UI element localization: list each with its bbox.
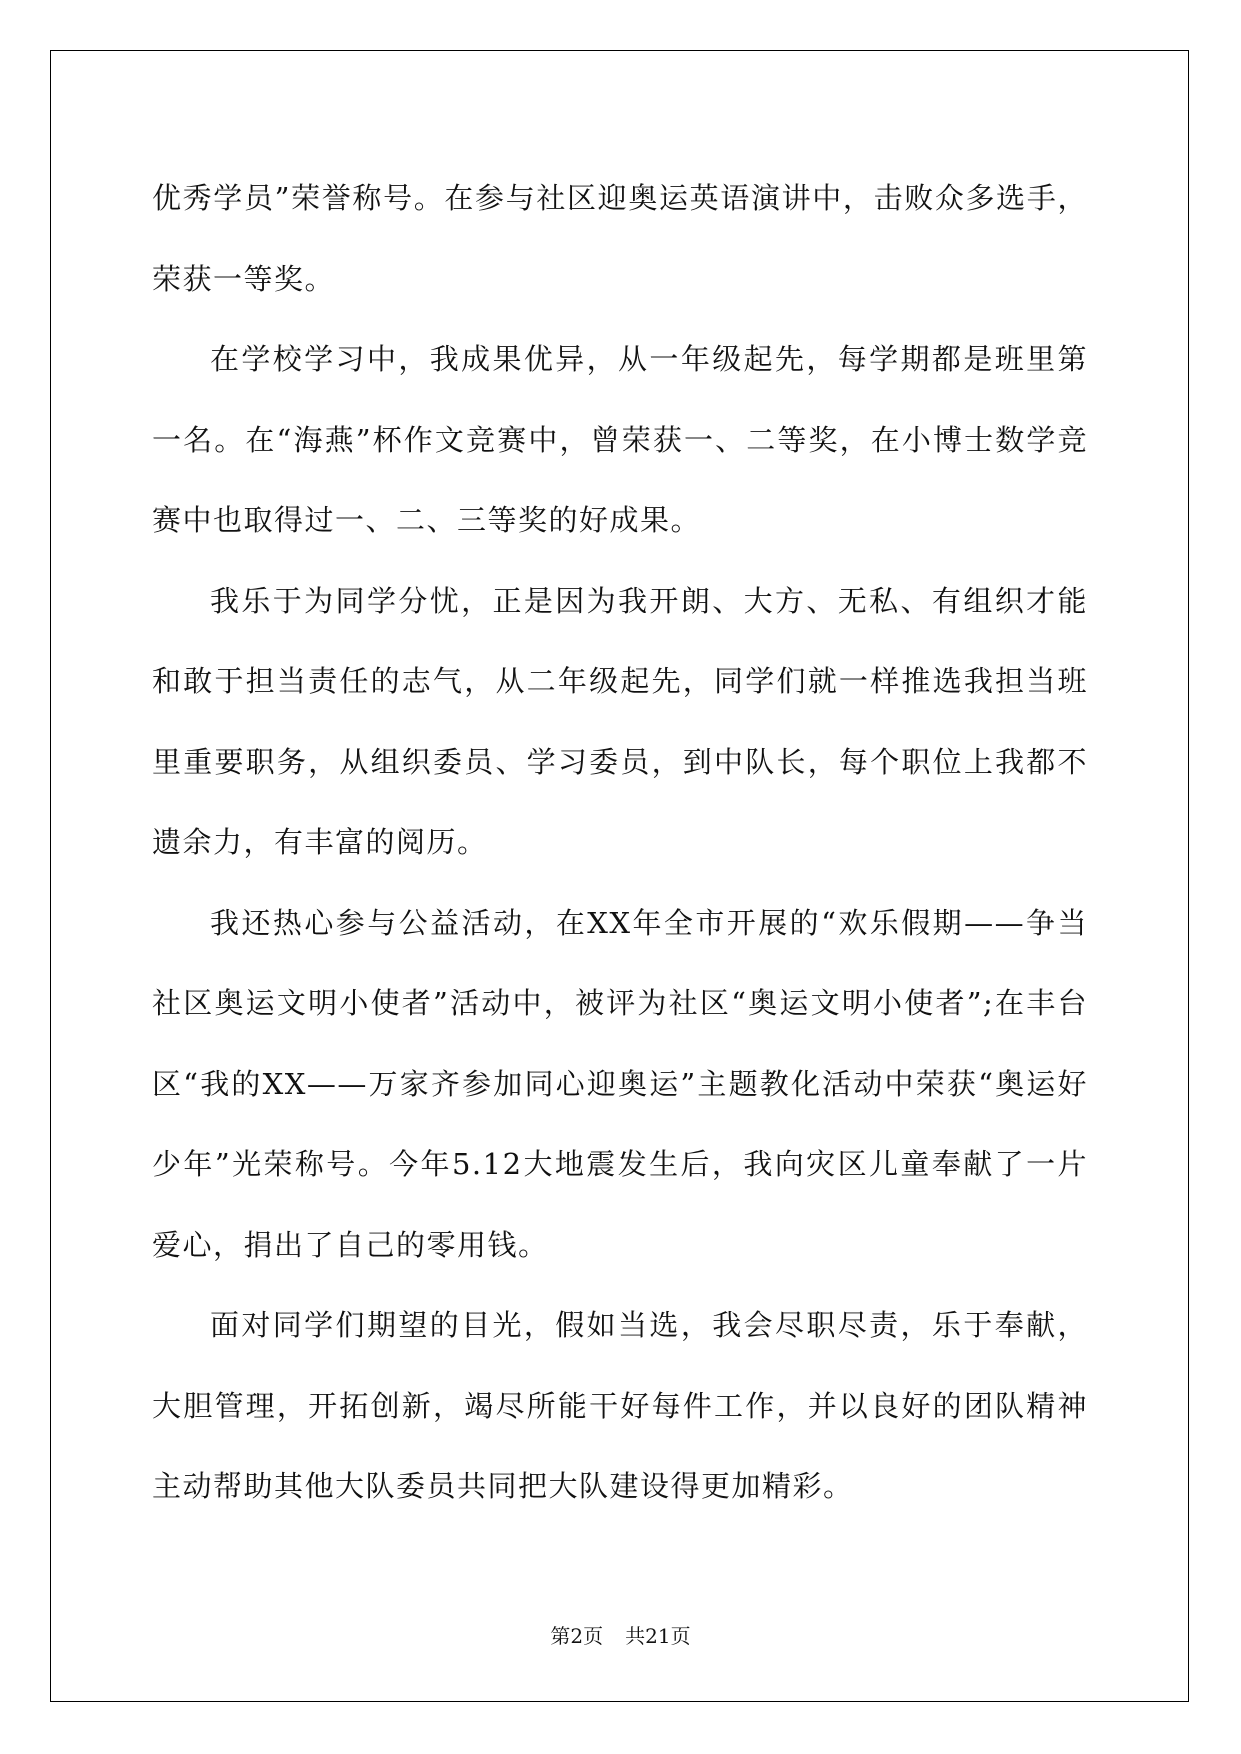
paragraph-3: 我乐于为同学分忧，正是因为我开朗、大方、无私、有组织才能和敢于担当责任的志气，从二年级起先，同学们就一样推选我担当班里重要职务，从组织委员、学习委员，到中队长，每个职位上我都不遗余力，有丰富的阅历。 [152,583,1088,859]
paragraph-4: 我还热心参与公益活动，在XX年全市开展的“欢乐假期——争当社区奥运文明小使者”活动中，被评为社区“奥运文明小使者”;在丰台区“我的XX——万家齐参加同心迎奥运”主题教化活动中荣获“奥运好少年”光荣称号。今年5.12大地震发生后，我向灾区儿童奉献了一片爱心，捐出了自己的零用钱。 [152,905,1088,1262]
document-body [152,158,1088,1527]
page-footer [0,1620,1241,1649]
paragraph-2: 在学校学习中，我成果优异，从一年级起先，每学期都是班里第一名。在“海燕”杯作文竞赛中，曾荣获一、二等奖，在小博士数学竞赛中也取得过一、二、三等奖的好成果。 [152,342,1088,537]
paragraph-1: 优秀学员”荣誉称号。在参与社区迎奥运英语演讲中，击败众多选手，荣获一等奖。 [152,181,1088,296]
paragraph-5: 面对同学们期望的目光，假如当选，我会尽职尽责，乐于奉献，大胆管理，开拓创新，竭尽所能干好每件工作，并以良好的团队精神主动帮助其他大队委员共同把大队建设得更加精彩。 [152,1308,1088,1503]
page-number: 第2页 [550,1624,604,1648]
page-total: 共21页 [625,1624,691,1648]
